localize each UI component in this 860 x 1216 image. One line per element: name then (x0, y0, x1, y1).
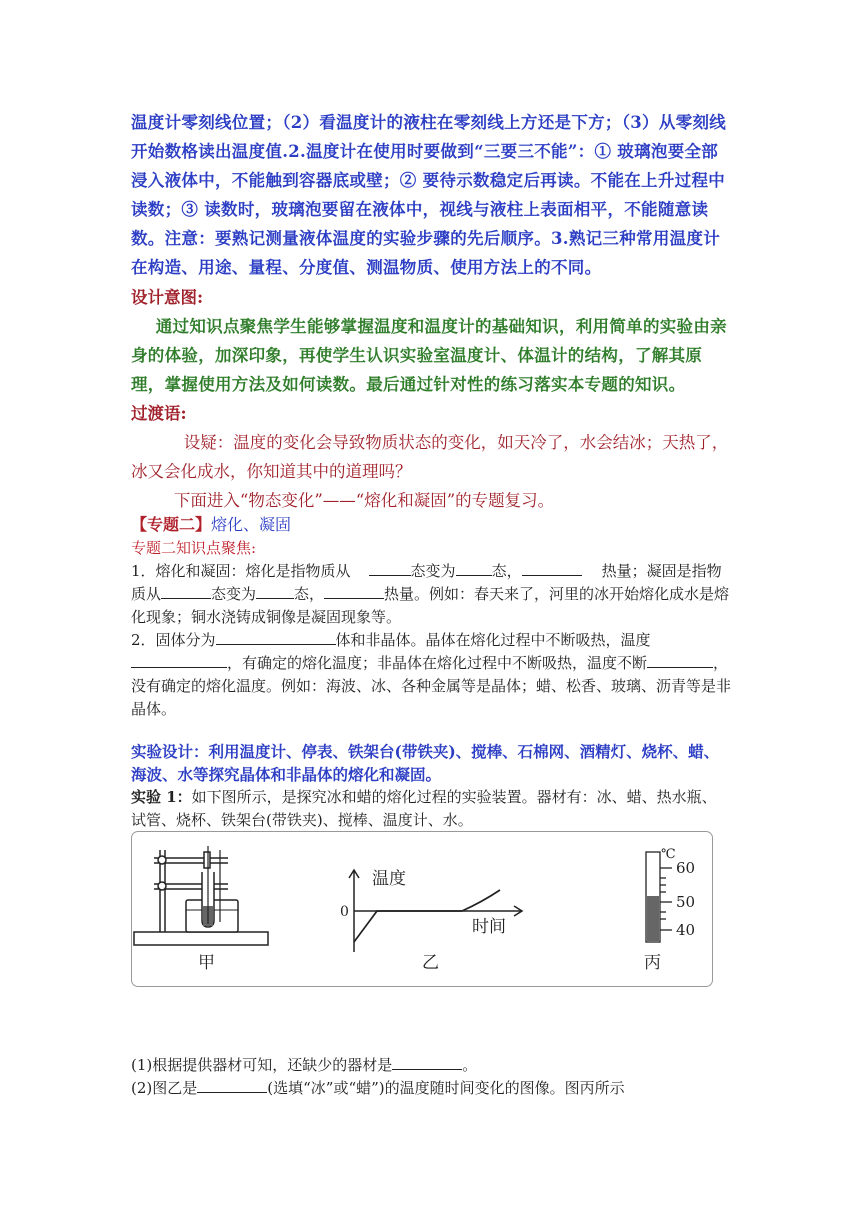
blank-2[interactable] (456, 560, 492, 576)
intro-paragraph: 温度计零刻线位置；（2）看温度计的液柱在零刻线上方还是下方；（3）从零刻线开始数格读出温度值.2.温度计在使用时要做到“三要三不能”：① 玻璃泡要全部浸入液体中，不能触到容器底或壁；② 要待示数稳定后再读。不能在上升过程中读数；③ 读数时，玻璃泡要留在液体中，视线与液柱上表面相平，不能随意读数。注意：要熟记测量液体温度的实验步骤的先后顺序。3.熟记三种常用温度计在构造、用途、量程、分度值、测温物质、使用方法上的不同。 (131, 113, 727, 277)
p1-part-b: 态变为 (410, 562, 456, 580)
blank-5[interactable] (256, 583, 294, 599)
blank-6[interactable] (324, 583, 384, 599)
q1-part-b: 。 (462, 1056, 478, 1074)
transition-text: 设疑：温度的变化会导致物质状态的变化，如天冷了，水会结冰；天热了，冰又会化成水，你知道其中的道理吗？ (131, 433, 729, 481)
p1-part-a: 1．熔化和凝固：熔化是指物质从 (131, 562, 351, 580)
experiment-1 (131, 786, 731, 832)
apparatus-drawing (134, 846, 268, 945)
blank-9[interactable] (647, 652, 713, 668)
design-text: 通过知识点聚焦学生能够掌握温度和温度计的基础知识，利用简单的实验由亲身的体验，加深印象，再使学生认识实验室温度计、体温计的结构，了解其原理，掌握使用方法及如何读数。最后通过针对性的练习落实本专题的知识。 (131, 317, 727, 394)
topic-title-text: 熔化、凝固 (211, 515, 292, 534)
thermometer-unit: ℃ (661, 847, 676, 862)
graph-ylabel: 温度 (372, 869, 406, 889)
thermometer-drawing (646, 852, 672, 942)
label-jia: 甲 (198, 953, 215, 973)
p1-part-e: 态变为 (211, 585, 257, 603)
p2-part-b: 体和非晶体。晶体在熔化过程中不断吸热，温度 (335, 631, 651, 649)
blank-3[interactable] (522, 560, 582, 576)
question-1 (131, 1054, 731, 1077)
graph-xlabel: 时间 (472, 917, 506, 937)
experiment-figure (131, 831, 713, 987)
question-2 (131, 1077, 731, 1100)
blank-7[interactable] (216, 629, 336, 645)
q2-part-a: (2)图乙是 (131, 1079, 198, 1097)
p1-part-c: 态， (491, 562, 522, 580)
blank-q2[interactable] (197, 1077, 267, 1093)
experiment-1-text: 如下图所示，是探究冰和蜡的熔化过程的实验装置。器材有：冰、蜡、热水瓶、试管、烧杯、铁架台(带铁夹)、搅棒、温度计、水。 (131, 788, 717, 829)
blank-q1[interactable] (392, 1054, 462, 1070)
p2-part-c: ，有确定的熔化温度；非晶体在熔化过程中不断吸热，温度不断 (227, 654, 648, 672)
experiment-figure-svg (132, 832, 712, 986)
thermometer-tick-40: 40 (676, 921, 696, 939)
p1-part-d: 热量；凝固是指物质从 (131, 562, 722, 603)
q1-part-a: (1)根据提供器材可知，还缺少的器材是 (131, 1056, 393, 1074)
design-heading: 设计意图: (131, 288, 204, 307)
thermometer-tick-60: 60 (676, 859, 696, 877)
p2-part-d: ，没有确定的熔化温度。例如：海波、冰、各种金属等是晶体；蜡、松香、玻璃、沥青等是非晶体。 (131, 654, 732, 718)
transition-text-2: 下面进入“物态变化”——“熔化和凝固”的专题复习。 (173, 491, 555, 510)
p1-part-f: 态， (294, 585, 325, 603)
topic-title-bracket: 【专题二】 (131, 515, 212, 534)
thermometer-tick-50: 50 (676, 893, 696, 911)
transition-heading: 过渡语: (131, 404, 187, 423)
p2-part-a: 2．固体分为 (131, 631, 216, 649)
topic-title (131, 514, 731, 536)
label-bing: 丙 (644, 953, 661, 973)
knowledge-point-1 (131, 560, 731, 629)
blank-4[interactable] (161, 583, 211, 599)
label-yi: 乙 (422, 953, 439, 973)
focus-heading: 专题二知识点聚焦: (131, 539, 257, 557)
knowledge-point-2 (131, 629, 731, 721)
p1-part-g: 热量。例如：春天来了，河里的冰开始熔化成水是熔化现象；铜水浇铸成铜像是凝固现象等。 (131, 585, 730, 626)
experiment-design: 实验设计：利用温度计、停表、铁架台(带铁夹)、搅棒、石棉网、酒精灯、烧杯、蜡、海波、水等探究晶体和非晶体的熔化和凝固。 (131, 742, 720, 784)
q2-part-b: (选填“冰”或“蜡”)的温度随时间变化的图像。图丙所示 (267, 1079, 625, 1097)
blank-1[interactable] (369, 560, 411, 576)
blank-8[interactable] (131, 652, 227, 668)
experiment-1-label: 实验 1： (131, 788, 192, 806)
graph-origin: 0 (340, 904, 349, 920)
